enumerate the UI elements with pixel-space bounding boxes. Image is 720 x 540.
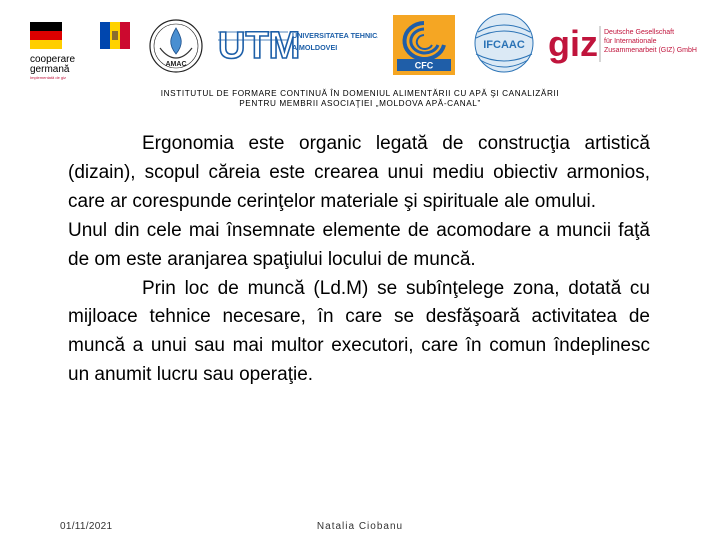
body-text bbox=[68, 130, 650, 390]
cooperation-line1: cooperare bbox=[30, 54, 76, 65]
ifcaac-logo bbox=[470, 12, 538, 74]
utm-logo bbox=[218, 18, 378, 68]
giz-line3: Zusammenarbeit (GIZ) GmbH bbox=[604, 47, 697, 54]
giz-logo bbox=[548, 20, 708, 68]
header-line1: INSTITUTUL DE FORMARE CONTINUĂ ÎN DOMENIUL ALIMENTĂRII CU APĂ ŞI CANALIZĂRII bbox=[160, 89, 560, 98]
utm-line2: A MOLDOVEI bbox=[292, 43, 338, 52]
cooperation-line2: germană bbox=[30, 64, 70, 75]
logo-bar bbox=[0, 0, 720, 88]
german-cooperation-logo bbox=[30, 18, 130, 80]
amac-logo bbox=[142, 16, 214, 78]
utm-mark: UTM bbox=[218, 25, 301, 67]
footer-author: Natalia Ciobanu bbox=[316, 521, 404, 532]
paragraph-workplace-arrangement: Unul din cele mai însemnate elemente de acomodare a muncii faţă de om este aranjarea spaţiului locului de muncă. bbox=[68, 219, 650, 270]
paragraph-workplace-definition: Prin loc de muncă (Ld.M) se subînţelege zona, dotată cu mijloace tehnice necesare, în care se desfăşoară activitatea de muncă a unui sau mai multor executori, care în comun îndeplinesc un anumit lucru sau operaţie. bbox=[68, 277, 650, 386]
header-line2: PENTRU MEMBRII ASOCIAŢIEI „MOLDOVA APĂ-CANAL” bbox=[239, 99, 481, 108]
amac-text: AMAC bbox=[165, 61, 187, 68]
institute-header bbox=[0, 89, 720, 109]
utm-line1: UNIVERSITATEA TEHNICĂ bbox=[292, 31, 378, 40]
footer-date: 01/11/2021 bbox=[60, 521, 113, 532]
cooperation-small: Implementată de giz bbox=[30, 75, 67, 80]
giz-line1: Deutsche Gesellschaft bbox=[604, 29, 675, 36]
giz-mark: giz bbox=[548, 23, 598, 64]
giz-line2: für Internationale bbox=[604, 38, 657, 45]
cfc-text: CFC bbox=[414, 60, 434, 71]
paragraph-ergonomics: Ergonomia este organic legată de construcţia artistică (dizain), scopul căreia este crearea unui mediu obiectiv armonios, care ar corespunde cerinţelor materiale şi spirituale ale omului. bbox=[68, 133, 650, 212]
ifcaac-text: IFCAAC bbox=[483, 39, 525, 51]
cfc-logo bbox=[393, 15, 455, 75]
